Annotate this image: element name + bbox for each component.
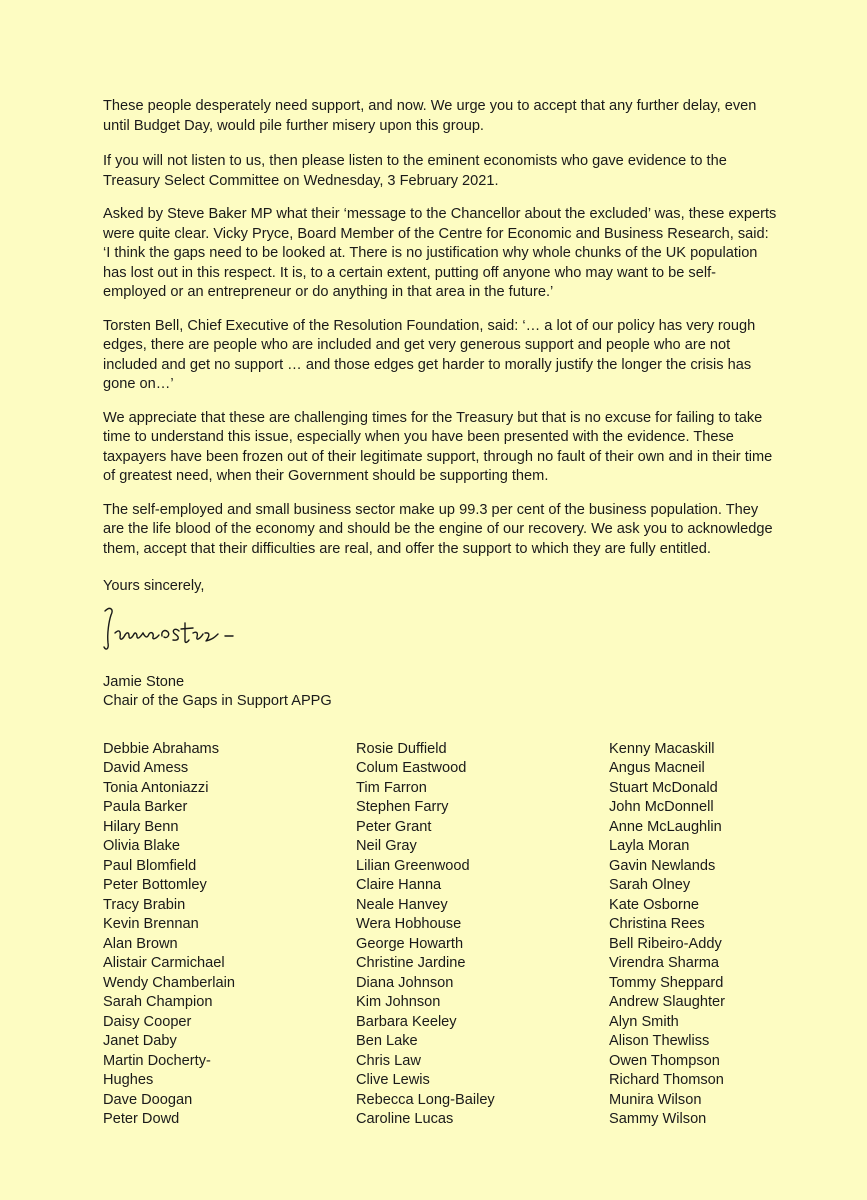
list-item: Claire Hanna [356,877,442,893]
list-item: Layla Moran [609,838,690,854]
signatories-list [103,740,777,1140]
list-item: David Amess [103,760,189,776]
signatory-title: Chair of the Gaps in Support APPG [103,693,332,709]
signatories-column-1 [103,740,235,1130]
list-item: Janet Daby [103,1033,177,1049]
handwritten-signature [101,603,251,663]
list-item: Caroline Lucas [356,1111,454,1127]
list-item: Virendra Sharma [609,955,720,971]
letter-body [103,97,777,559]
list-item: George Howarth [356,935,464,952]
list-item: John McDonnell [609,799,714,815]
list-item: Dave Doogan [103,1091,193,1108]
list-item: Tonia Antoniazzi [103,779,209,796]
list-item: Daisy Cooper [103,1013,192,1030]
list-item: Neil Gray [356,838,417,854]
list-item: Hilary Benn [103,818,179,835]
list-item: Stuart McDonald [609,779,718,796]
list-item: Andrew Slaughter [609,994,726,1010]
list-item: Tracy Brabin [103,896,186,913]
list-item: Ben Lake [356,1033,418,1049]
list-item: Paul Blomfield [103,857,197,874]
list-item: Barbara Keeley [356,1013,457,1030]
list-item: Peter Grant [356,818,432,835]
list-item: Olivia Blake [103,838,181,854]
signatories-column-2 [356,740,495,1130]
list-item: Tim Farron [356,779,427,796]
list-item: Gavin Newlands [609,857,716,874]
list-item: Clive Lewis [356,1072,430,1088]
list-item: Sarah Champion [103,994,213,1010]
list-item: Stephen Farry [356,799,449,815]
signature-block [103,673,777,712]
list-item: Paula Barker [103,799,188,815]
list-item: Kevin Brennan [103,916,199,932]
list-item: Peter Dowd [103,1111,180,1127]
list-item: Sarah Olney [609,877,691,893]
paragraph: The self-employed and small business sector make up 99.3 per cent of the business population. They are the life blood of the economy and should be the engine of our recovery. We ask you to acknowledge them, accept that their difficulties are real, and offer the support to which they are fully entitled. [103,501,773,557]
list-item: Christine Jardine [356,955,466,971]
list-item: Angus Macneil [609,760,705,776]
list-item: Debbie Abrahams [103,740,220,757]
list-item: Lilian Greenwood [356,857,470,874]
list-item: Wendy Chamberlain [103,974,235,991]
list-item: Kenny Macaskill [609,740,715,757]
list-item: Alison Thewliss [609,1033,710,1049]
list-item: Martin Docherty- [103,1052,211,1069]
list-item: Hughes [103,1072,154,1088]
paragraph: We appreciate that these are challenging times for the Treasury but that is no excuse for failing to take time to understand this issue, especially when you have been presented with the evidence. These taxpayers have been frozen out of their legitimate support, through no fault of their own and in their time of greatest need, when their Government should be supporting them. [103,409,773,484]
list-item: Colum Eastwood [356,760,467,776]
list-item: Anne McLaughlin [609,818,722,835]
list-item: Alistair Carmichael [103,955,225,971]
list-item: Wera Hobhouse [356,916,462,932]
list-item: Diana Johnson [356,974,454,991]
paragraph: If you will not listen to us, then please listen to the eminent economists who gave evidence to the Treasury Select Committee on Wednesday, 3 February 2021. [103,153,727,189]
list-item: Owen Thompson [609,1052,720,1069]
paragraph: Torsten Bell, Chief Executive of the Resolution Foundation, said: ‘… a lot of our policy has very rough edges, there are people who are included and get very generous support and people who are not included and get no support … and those edges get harder to morally justify the longer the crisis has gone on…’ [103,317,756,392]
list-item: Alyn Smith [609,1013,679,1030]
list-item: Tommy Sheppard [609,974,724,991]
paragraph: Asked by Steve Baker MP what their ‘message to the Chancellor about the excluded’ was, these experts were quite clear. Vicky Pryce, Board Member of the Centre for Economic and Business Research, said: ‘I think the gaps need to be looked at. There is no justification why whole chunks of the UK population has lost out in this respect. It is, to a certain extent, putting off anyone who may want to be self-employed or an entrepreneur or do anything in that area in the future.’ [103,206,777,300]
signatory-name: Jamie Stone [103,673,185,690]
list-item: Peter Bottomley [103,877,207,893]
list-item: Rosie Duffield [356,740,447,757]
list-item: Chris Law [356,1052,421,1069]
list-item: Richard Thomson [609,1072,724,1088]
list-item: Neale Hanvey [356,896,448,913]
list-item: Bell Ribeiro-Addy [609,935,722,952]
signatories-column-3 [609,740,725,1130]
list-item: Christina Rees [609,916,705,932]
list-item: Rebecca Long-Bailey [356,1091,495,1108]
list-item: Kim Johnson [356,994,441,1010]
closing-salutation: Yours sincerely, [103,578,205,594]
paragraph: These people desperately need support, and now. We urge you to accept that any further delay, even until Budget Day, would pile further misery upon this group. [103,98,757,134]
list-item: Alan Brown [103,935,178,952]
list-item: Munira Wilson [609,1091,702,1108]
list-item: Sammy Wilson [609,1111,707,1127]
list-item: Kate Osborne [609,896,700,913]
